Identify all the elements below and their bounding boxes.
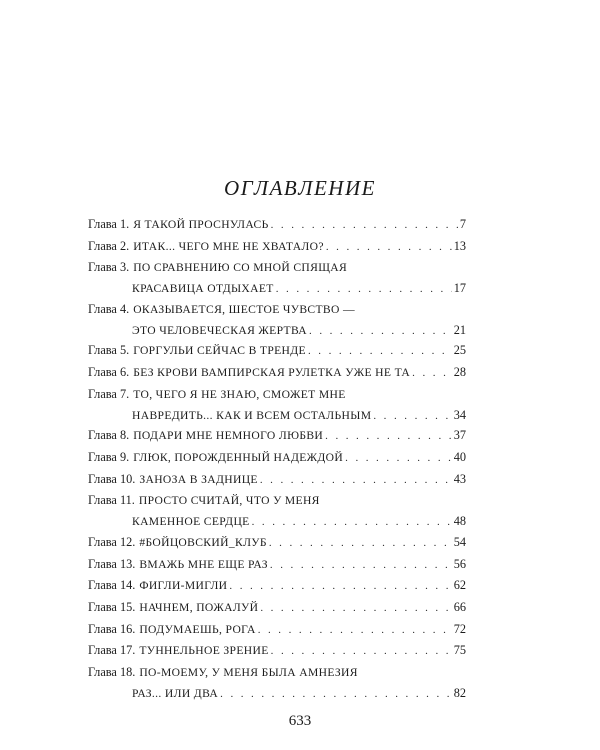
- chapter-label: Глава 3.: [88, 260, 130, 275]
- dot-leader: [308, 341, 452, 361]
- dot-leader: [252, 512, 452, 532]
- chapter-page-number: 17: [453, 281, 466, 296]
- toc-entry-line: [88, 214, 466, 235]
- chapter-label: Глава 9.: [88, 449, 130, 464]
- chapter-title: ВМАЖЬ МНЕ ЕЩЕ РАЗ: [139, 557, 268, 571]
- toc-entry-line: [88, 490, 466, 511]
- toc-entry-line: [88, 299, 466, 320]
- chapter-page-number: 25: [453, 343, 466, 358]
- toc-entry-line: [88, 425, 466, 446]
- dot-leader: [326, 237, 452, 257]
- toc-entry: [88, 490, 466, 532]
- toc-entry-line: [88, 405, 466, 426]
- chapter-page-number: 13: [453, 238, 466, 253]
- toc-entry: [88, 597, 466, 619]
- chapter-title: РАЗ... ИЛИ ДВА: [132, 686, 219, 700]
- chapter-label: Глава 8.: [88, 428, 130, 443]
- dot-leader: [309, 321, 452, 341]
- toc-entry: [88, 362, 466, 384]
- toc-entry-line: [88, 469, 466, 490]
- toc-entry-line: [88, 511, 466, 532]
- chapter-label: Глава 7.: [88, 386, 130, 401]
- toc-entry: [88, 619, 466, 641]
- toc-entry-line: [88, 575, 466, 596]
- chapter-title: ПО-МОЕМУ, У МЕНЯ БЫЛА АМНЕЗИЯ: [139, 665, 358, 679]
- dot-leader: [258, 620, 452, 640]
- chapter-page-number: 40: [453, 449, 466, 464]
- chapter-label: Глава 6.: [88, 365, 130, 380]
- toc-entry-line: [88, 640, 466, 661]
- chapter-page-number: 48: [453, 514, 466, 529]
- chapter-label: Глава 12.: [88, 534, 136, 549]
- chapter-title: КАМЕННОЕ СЕРДЦЕ: [132, 515, 250, 529]
- toc-entry: [88, 662, 466, 704]
- chapter-page-number: 28: [453, 365, 466, 380]
- toc-entry-line: [88, 340, 466, 361]
- dot-leader: [220, 684, 452, 704]
- chapter-title: ПОДУМАЕШЬ, РОГА: [139, 622, 256, 636]
- chapter-title: ТУННЕЛЬНОЕ ЗРЕНИЕ: [139, 644, 269, 658]
- dot-leader: [271, 215, 458, 235]
- chapter-page-number: 75: [453, 643, 466, 658]
- toc-entry: [88, 554, 466, 576]
- dot-leader: [412, 363, 452, 383]
- chapter-page-number: 62: [453, 578, 466, 593]
- toc-entry: [88, 425, 466, 447]
- toc-entry: [88, 447, 466, 469]
- dot-leader: [269, 533, 452, 553]
- dot-leader: [345, 448, 452, 468]
- chapter-page-number: 54: [453, 534, 466, 549]
- chapter-page-number: 82: [453, 685, 466, 700]
- toc-entry-line: [88, 532, 466, 553]
- chapter-label: Глава 10.: [88, 471, 136, 486]
- chapter-title: ГЛЮК, ПОРОЖДЕННЫЙ НАДЕЖДОЙ: [133, 450, 344, 464]
- dot-leader: [276, 279, 452, 299]
- toc-entry: [88, 214, 466, 236]
- chapter-title: НАВРЕДИТЬ... КАК И ВСЕМ ОСТАЛЬНЫМ: [132, 408, 372, 422]
- toc-title: ОГЛАВЛЕНИЕ: [224, 176, 376, 200]
- dot-leader: [260, 598, 451, 618]
- toc-entry: [88, 532, 466, 554]
- toc-entry-line: [88, 447, 466, 468]
- chapter-title: ПОДАРИ МНЕ НЕМНОГО ЛЮБВИ: [133, 429, 324, 443]
- toc-entry-line: [88, 320, 466, 341]
- chapter-title: ПРОСТО СЧИТАЙ, ЧТО У МЕНЯ: [138, 494, 320, 508]
- toc-entry: [88, 340, 466, 362]
- page-number: 633: [288, 713, 312, 729]
- toc-entry: [88, 257, 466, 299]
- chapter-label: Глава 15.: [88, 599, 136, 614]
- chapter-label: Глава 18.: [88, 664, 136, 679]
- chapter-title: КРАСАВИЦА ОТДЫХАЕТ: [132, 282, 274, 296]
- dot-leader: [229, 576, 451, 596]
- toc-entry-line: [88, 683, 466, 704]
- toc-entry-line: [88, 384, 466, 405]
- chapter-page-number: 66: [453, 599, 466, 614]
- toc-entry-line: [88, 278, 466, 299]
- toc-entry: [88, 575, 466, 597]
- dot-leader: [325, 426, 452, 446]
- dot-leader: [373, 406, 451, 426]
- chapter-page-number: 43: [453, 471, 466, 486]
- chapter-title: Я ТАКОЙ ПРОСНУЛАСЬ: [133, 218, 269, 231]
- chapter-page-number: 34: [453, 407, 466, 422]
- chapter-label: Глава 5.: [88, 343, 130, 358]
- chapter-page-number: 72: [453, 621, 466, 636]
- chapter-page-number: 21: [453, 322, 466, 337]
- toc-entry-line: [88, 236, 466, 257]
- chapter-label: Глава 4.: [88, 301, 130, 316]
- chapter-title: ГОРГУЛЬИ СЕЙЧАС В ТРЕНДЕ: [133, 344, 306, 358]
- chapter-title: ИТАК... ЧЕГО МНЕ НЕ ХВАТАЛО?: [133, 239, 324, 253]
- chapter-title: ПО СРАВНЕНИЮ СО МНОЙ СПЯЩАЯ: [133, 261, 348, 275]
- chapter-title: НАЧНЕМ, ПОЖАЛУЙ: [139, 600, 259, 614]
- chapter-label: Глава 14.: [88, 578, 136, 593]
- dot-leader: [260, 470, 452, 490]
- toc-entry-line: [88, 619, 466, 640]
- chapter-label: Глава 16.: [88, 621, 136, 636]
- toc-entry: [88, 384, 466, 426]
- chapter-page-number: 37: [453, 428, 466, 443]
- table-of-contents: [88, 214, 466, 703]
- chapter-label: Глава 2.: [88, 238, 130, 253]
- toc-entry-line: [88, 362, 466, 383]
- chapter-label: Глава 13.: [88, 556, 136, 571]
- chapter-label: Глава 1.: [88, 217, 130, 231]
- toc-entry-line: [88, 554, 466, 575]
- chapter-title: БЕЗ КРОВИ ВАМПИРСКАЯ РУЛЕТКА УЖЕ НЕ ТА: [133, 366, 411, 380]
- toc-entry: [88, 236, 466, 258]
- chapter-label: Глава 11.: [88, 493, 135, 508]
- chapter-title: ФИГЛИ-МИГЛИ: [139, 579, 228, 593]
- toc-entry: [88, 299, 466, 341]
- chapter-title: ОКАЗЫВАЕТСЯ, ШЕСТОЕ ЧУВСТВО —: [133, 302, 355, 316]
- toc-entry-line: [88, 597, 466, 618]
- dot-leader: [271, 641, 452, 661]
- chapter-title: #БОЙЦОВСКИЙ_КЛУБ: [139, 535, 267, 549]
- toc-entry: [88, 640, 466, 662]
- chapter-title: ЭТО ЧЕЛОВЕЧЕСКАЯ ЖЕРТВА: [132, 323, 308, 337]
- chapter-title: ЗАНОЗА В ЗАДНИЦЕ: [139, 472, 258, 486]
- toc-entry-line: [88, 257, 466, 278]
- toc-entry-line: [88, 662, 466, 683]
- toc-entry: [88, 469, 466, 491]
- chapter-title: ТО, ЧЕГО Я НЕ ЗНАЮ, СМОЖЕТ МНЕ: [133, 387, 346, 401]
- chapter-label: Глава 17.: [88, 643, 136, 658]
- dot-leader: [270, 555, 452, 575]
- chapter-page-number: 56: [453, 556, 466, 571]
- chapter-page-number: 7: [459, 217, 466, 231]
